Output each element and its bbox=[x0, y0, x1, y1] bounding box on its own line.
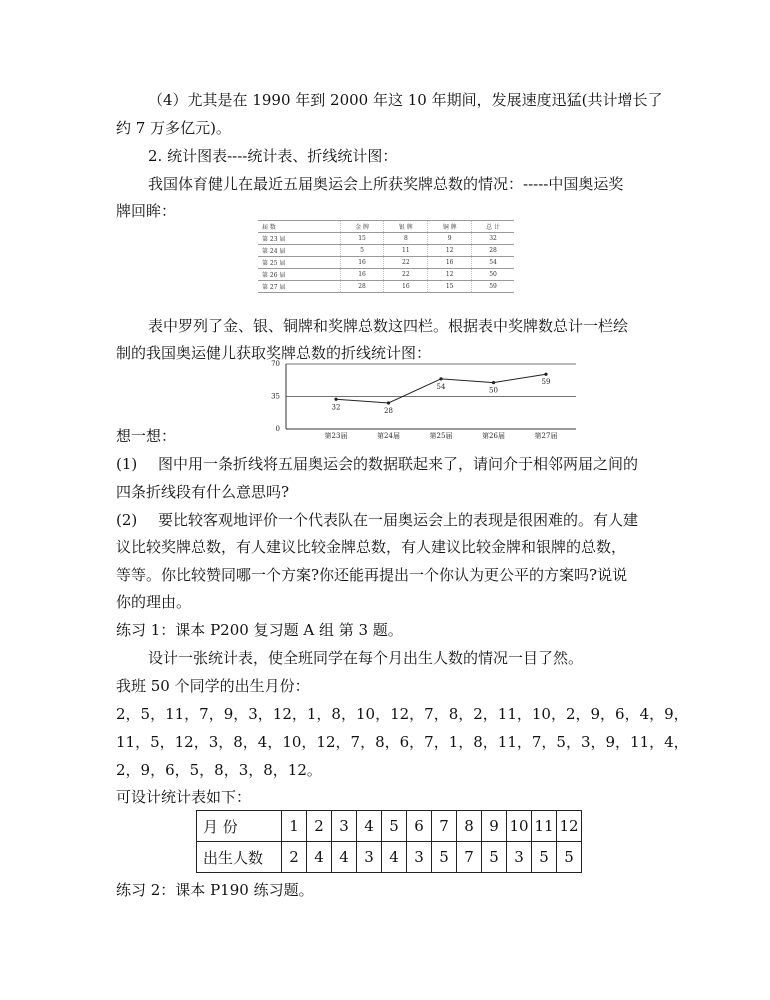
count-row bbox=[197, 842, 582, 873]
data-point bbox=[387, 401, 390, 404]
table-cell: 第 23 届 bbox=[258, 233, 340, 245]
table-row bbox=[258, 281, 514, 293]
table-cell: 54 bbox=[472, 257, 514, 269]
month-cell: 8 bbox=[457, 811, 482, 842]
header-cell: 银 牌 bbox=[384, 221, 428, 233]
table-cell: 15 bbox=[428, 281, 472, 293]
birth-months-list-3: 2，9，6，5，8，3，8，12。 bbox=[116, 761, 322, 779]
count-cell: 4 bbox=[382, 842, 407, 873]
question-2-text-cont2: 等等。你比较赞同哪一个方案?你还能再提出一个你认为更公平的方案吗?说说 bbox=[116, 566, 628, 584]
y-tick-label: 35 bbox=[271, 392, 280, 401]
data-point bbox=[334, 398, 337, 401]
x-tick-label: 第25届 bbox=[429, 432, 453, 440]
paragraph-growth-cont: 约 7 万多亿元)。 bbox=[116, 119, 231, 137]
data-label: 50 bbox=[489, 386, 498, 395]
paragraph-table-desc-cont: 制的我国奥运健儿获取奖牌总数的折线统计图： bbox=[116, 344, 432, 362]
month-cell: 1 bbox=[282, 811, 307, 842]
count-cell: 3 bbox=[407, 842, 432, 873]
table-cell: 5 bbox=[340, 245, 384, 257]
month-cell: 2 bbox=[307, 811, 332, 842]
x-tick-label: 第26届 bbox=[482, 432, 505, 440]
table-cell: 59 bbox=[472, 281, 514, 293]
question-2-text-cont1: 议比较奖牌总数，有人建议比较金牌总数，有人建议比较金牌和银牌的总数， bbox=[116, 538, 627, 556]
x-tick-label: 第27届 bbox=[534, 432, 558, 440]
month-cell: 9 bbox=[482, 811, 507, 842]
data-label: 59 bbox=[541, 378, 551, 387]
table-cell: 22 bbox=[384, 269, 428, 281]
table-cell: 16 bbox=[340, 257, 384, 269]
x-tick-label: 第23届 bbox=[324, 432, 348, 440]
count-cell: 4 bbox=[307, 842, 332, 873]
table-cell: 第 26 届 bbox=[258, 269, 340, 281]
count-cell: 5 bbox=[432, 842, 457, 873]
table-cell: 50 bbox=[472, 269, 514, 281]
paragraph-olympics: 我国体育健儿在最近五届奥运会上所获奖牌总数的情况：-----中国奥运奖 bbox=[148, 175, 624, 193]
medal-line-chart bbox=[262, 360, 582, 442]
birth-months-list-2: 11，5，12，3，8，4，10，12，7，8，6，7，1，8，11，7，5，3，9，11，4， bbox=[116, 733, 689, 751]
data-point bbox=[544, 373, 547, 376]
month-cell: 7 bbox=[432, 811, 457, 842]
table-cell: 15 bbox=[340, 233, 384, 245]
table-cell: 11 bbox=[384, 245, 428, 257]
table-row bbox=[258, 233, 514, 245]
month-cell: 10 bbox=[507, 811, 532, 842]
count-header: 出生人数 bbox=[197, 842, 282, 873]
data-label: 28 bbox=[384, 407, 393, 415]
header-cell: 金 牌 bbox=[340, 221, 384, 233]
medal-table-header bbox=[258, 221, 514, 233]
table-cell: 16 bbox=[428, 257, 472, 269]
question-1-text-cont: 四条折线段有什么意思吗? bbox=[116, 483, 290, 501]
table-intro: 可设计统计表如下： bbox=[116, 788, 252, 806]
table-cell: 16 bbox=[340, 269, 384, 281]
table-cell: 第 24 届 bbox=[258, 245, 340, 257]
month-header: 月 份 bbox=[197, 811, 282, 842]
header-cell: 铜 牌 bbox=[428, 221, 472, 233]
table-cell: 28 bbox=[472, 245, 514, 257]
table-cell: 28 bbox=[340, 281, 384, 293]
question-2-number: (2) bbox=[116, 511, 138, 529]
birth-months-list-1: 2，5，11，7，9，3，12，1，8，10，12，7，8，2，11，10，2，9，6，4，9， bbox=[116, 705, 689, 723]
header-cell: 届 数 bbox=[258, 221, 340, 233]
think-heading: 想一想： bbox=[116, 427, 177, 445]
table-cell: 12 bbox=[428, 245, 472, 257]
table-cell: 9 bbox=[428, 233, 472, 245]
table-cell: 第 27 届 bbox=[258, 281, 340, 293]
count-cell: 5 bbox=[532, 842, 557, 873]
count-cell: 3 bbox=[357, 842, 382, 873]
paragraph-olympics-cont: 牌回眸： bbox=[116, 202, 177, 220]
month-cell: 11 bbox=[532, 811, 557, 842]
count-cell: 3 bbox=[507, 842, 532, 873]
table-cell: 第 25 届 bbox=[258, 257, 340, 269]
question-1-text: 图中用一条折线将五届奥运会的数据联起来了，请问介于相邻两届之间的 bbox=[158, 455, 639, 473]
table-cell: 8 bbox=[384, 233, 428, 245]
data-label: 32 bbox=[331, 403, 341, 412]
data-point bbox=[492, 381, 495, 384]
table-cell: 22 bbox=[384, 257, 428, 269]
question-1-number: (1) bbox=[116, 455, 138, 473]
paragraph-growth: （4）尤其是在 1990 年到 2000 年这 10 年期间，发展速度迅猛(共计增长了 bbox=[148, 91, 663, 109]
x-tick-label: 第24届 bbox=[377, 432, 400, 440]
exercise-1: 练习 1：课本 P200 复习题 A 组 第 3 题。 bbox=[116, 621, 403, 639]
section-heading: 2. 统计图表----统计表、折线统计图： bbox=[148, 147, 398, 165]
month-cell: 3 bbox=[332, 811, 357, 842]
count-cell: 2 bbox=[282, 842, 307, 873]
question-2-text-cont3: 你的理由。 bbox=[116, 593, 192, 611]
month-cell: 6 bbox=[407, 811, 432, 842]
medal-table bbox=[258, 220, 514, 293]
month-cell: 4 bbox=[357, 811, 382, 842]
month-row bbox=[197, 811, 582, 842]
table-cell: 12 bbox=[428, 269, 472, 281]
table-row bbox=[258, 245, 514, 257]
count-cell: 5 bbox=[557, 842, 582, 873]
design-instruction: 设计一张统计表，使全班同学在每个月出生人数的情况一目了然。 bbox=[148, 649, 584, 667]
question-2-text: 要比较客观地评价一个代表队在一届奥运会上的表现是很困难的。有人建 bbox=[158, 511, 639, 529]
class-birth-months-label: 我班 50 个同学的出生月份： bbox=[116, 677, 310, 695]
y-tick-label: 0 bbox=[275, 425, 280, 433]
data-point bbox=[439, 377, 442, 380]
table-row bbox=[258, 269, 514, 281]
table-cell: 16 bbox=[384, 281, 428, 293]
month-cell: 12 bbox=[557, 811, 582, 842]
table-cell: 32 bbox=[472, 233, 514, 245]
table-row bbox=[258, 257, 514, 269]
header-cell: 总 计 bbox=[472, 221, 514, 233]
data-label: 54 bbox=[436, 382, 446, 391]
count-cell: 7 bbox=[457, 842, 482, 873]
birth-month-table bbox=[196, 810, 582, 873]
paragraph-table-desc: 表中罗列了金、银、铜牌和奖牌总数这四栏。根据表中奖牌数总计一栏绘 bbox=[148, 317, 629, 335]
month-cell: 5 bbox=[382, 811, 407, 842]
count-cell: 5 bbox=[482, 842, 507, 873]
count-cell: 4 bbox=[332, 842, 357, 873]
y-tick-label: 70 bbox=[271, 360, 280, 368]
exercise-2: 练习 2：课本 P190 练习题。 bbox=[116, 881, 314, 899]
